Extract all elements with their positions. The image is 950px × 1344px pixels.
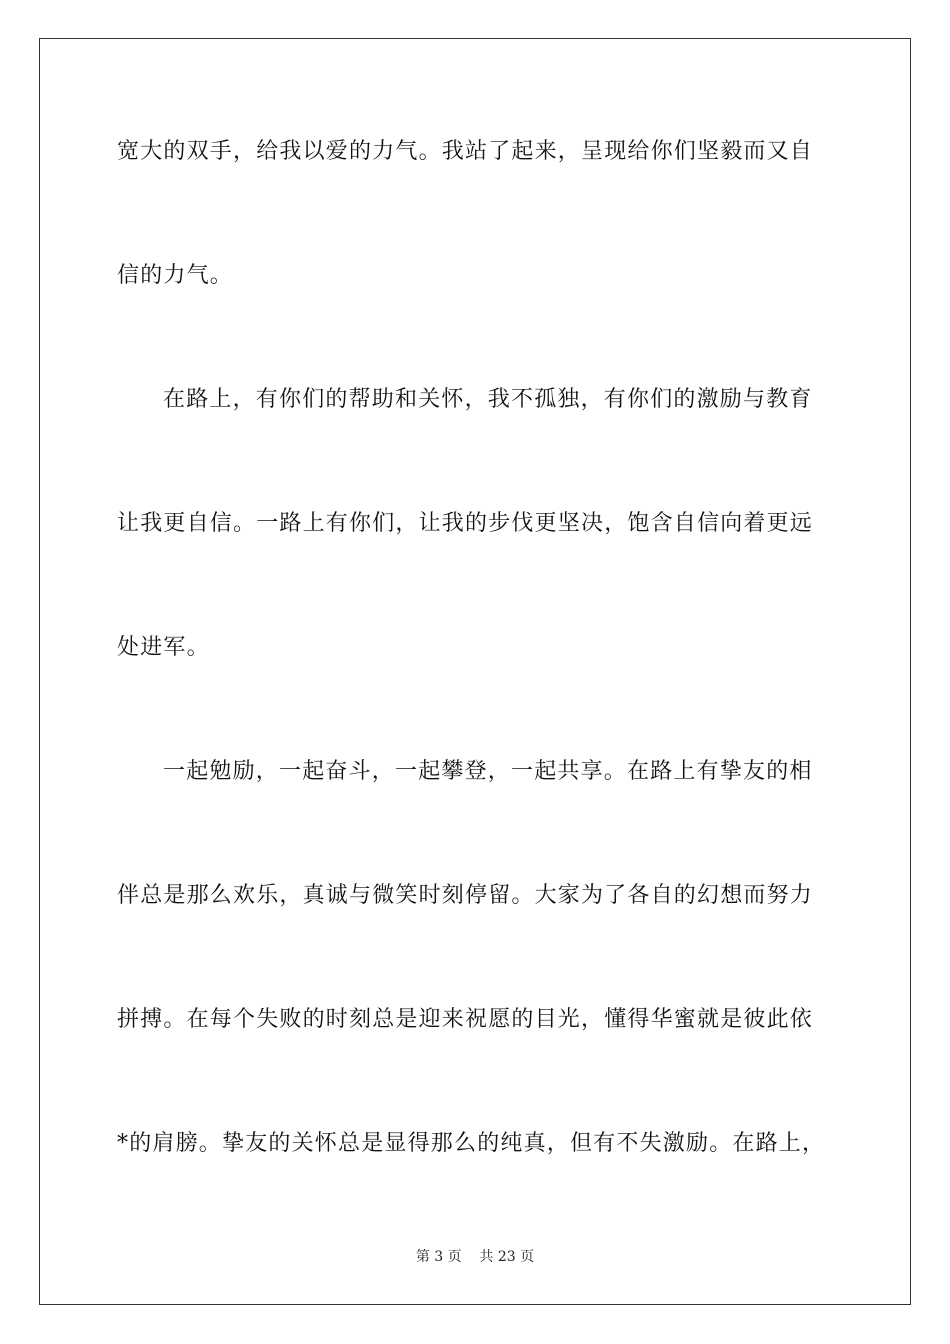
paragraph-line: 宽大的双手，给我以爱的力气。我站了起来，呈现给你们坚毅而又自	[117, 139, 814, 164]
paragraph-line: 拼搏。在每个失败的时刻总是迎来祝愿的目光，懂得华蜜就是彼此依	[117, 1007, 814, 1032]
paragraph-line: 信的力气。	[117, 263, 234, 288]
paragraph-line: 在路上，有你们的帮助和关怀，我不孤独，有你们的激励与教育	[163, 387, 813, 412]
page-number-footer: 第 3 页 共 23 页	[415, 1249, 535, 1265]
paragraph-line: 伴总是那么欢乐，真诚与微笑时刻停留。大家为了各自的幻想而努力	[117, 883, 814, 908]
page-border	[39, 38, 911, 1305]
paragraph-line: *的肩膀。挚友的关怀总是显得那么的纯真，但有不失激励。在路上，	[117, 1131, 826, 1156]
paragraph-line: 让我更自信。一路上有你们，让我的步伐更坚决，饱含自信向着更远	[117, 511, 814, 536]
paragraph-line: 处进军。	[117, 635, 210, 660]
paragraph-line: 一起勉励，一起奋斗，一起攀登，一起共享。在路上有挚友的相	[163, 759, 813, 784]
